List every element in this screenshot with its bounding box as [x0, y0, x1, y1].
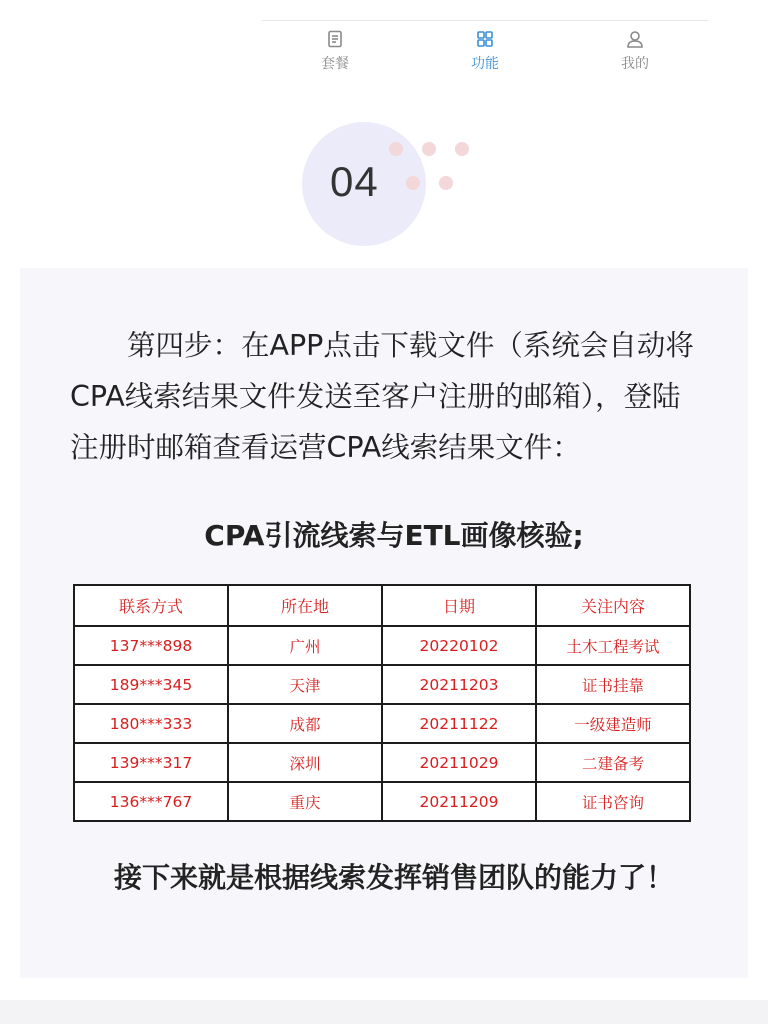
step-number: 04: [330, 158, 379, 205]
cell-interest: 一级建造师: [536, 704, 690, 743]
tab-function[interactable]: [450, 29, 520, 73]
cell-contact: 136***767: [74, 782, 228, 821]
tab-function-label: 功能: [471, 56, 499, 72]
table-row: [74, 743, 690, 782]
table-row: [74, 704, 690, 743]
bottom-strip: [0, 1000, 768, 1024]
leads-table: [73, 584, 691, 822]
cell-contact: 137***898: [74, 626, 228, 665]
closing-statement: 接下来就是根据线索发挥销售团队的能力了！: [113, 861, 674, 894]
document-list-icon: [325, 29, 345, 49]
decor-dot: [389, 142, 403, 156]
decor-dot: [439, 176, 453, 190]
tab-plan[interactable]: [300, 29, 370, 73]
tab-plan-label: 套餐: [321, 56, 349, 72]
table-header-row: [74, 585, 690, 626]
tab-mine[interactable]: [600, 29, 670, 73]
cell-location: 广州: [228, 626, 382, 665]
cell-date: 20211209: [382, 782, 536, 821]
cell-location: 重庆: [228, 782, 382, 821]
decor-dot: [455, 142, 469, 156]
cell-location: 深圳: [228, 743, 382, 782]
header-location: 所在地: [228, 585, 382, 626]
header-interest: 关注内容: [536, 585, 690, 626]
cell-interest: 证书咨询: [536, 782, 690, 821]
cell-location: 天津: [228, 665, 382, 704]
leads-table-image: [73, 584, 691, 822]
table-row: [74, 626, 690, 665]
cell-contact: 180***333: [74, 704, 228, 743]
cell-contact: 139***317: [74, 743, 228, 782]
bottom-tab-bar: [262, 20, 708, 85]
user-icon: [625, 29, 645, 49]
table-row: [74, 782, 690, 821]
tab-mine-label: 我的: [621, 56, 649, 72]
decor-dot: [406, 176, 420, 190]
cell-date: 20211122: [382, 704, 536, 743]
cell-contact: 189***345: [74, 665, 228, 704]
decor-dot: [422, 142, 436, 156]
cell-date: 20220102: [382, 626, 536, 665]
cell-interest: 二建备考: [536, 743, 690, 782]
cell-interest: 土木工程考试: [536, 626, 690, 665]
cell-interest: 证书挂靠: [536, 665, 690, 704]
section-subtitle: CPA引流线索与ETL画像核验;: [204, 519, 584, 552]
cell-location: 成都: [228, 704, 382, 743]
header-contact: 联系方式: [74, 585, 228, 626]
grid-icon: [475, 29, 495, 49]
header-date: 日期: [382, 585, 536, 626]
cell-date: 20211203: [382, 665, 536, 704]
table-row: [74, 665, 690, 704]
cell-date: 20211029: [382, 743, 536, 782]
step-description: 第四步：在APP点击下载文件（系统会自动将CPA线索结果文件发送至客户注册的邮箱），登陆注册时邮箱查看运营CPA线索结果文件：: [70, 329, 694, 464]
content-card: [20, 268, 748, 978]
